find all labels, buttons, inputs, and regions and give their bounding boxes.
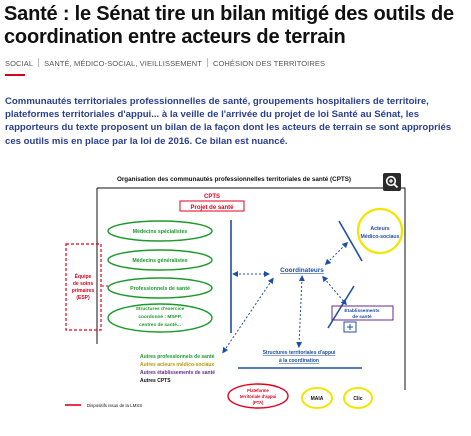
acteurs-line-2: Médico-sociaux <box>360 234 400 240</box>
esp-line-2: de soins <box>72 281 94 287</box>
tag-cohesion[interactable]: COHÉSION DES TERRITOIRES <box>212 59 326 68</box>
pta-line-3: (PTA) <box>252 400 264 405</box>
tag-social[interactable]: SOCIAL <box>5 59 34 68</box>
acteurs-line-1: Acteurs <box>370 226 390 232</box>
arrow-coord-etab <box>324 278 345 303</box>
article-title: Santé : le Sénat tire un bilan mitigé des outils de coordination entre acteurs de terrain <box>4 3 454 48</box>
diagram-canvas <box>62 168 409 421</box>
tag-separator <box>38 58 39 67</box>
ellipse-specialistes-label: Médecins spécialistes <box>132 229 188 235</box>
tag-sante[interactable]: SANTÉ, MÉDICO-SOCIAL, VIEILLISSEMENT <box>44 59 202 68</box>
esp-box <box>66 244 101 330</box>
esp-line-3: primaires <box>71 288 95 294</box>
ellipse-professionnels-label: Professionnels de santé <box>130 286 190 292</box>
structures-line-3: centres de santé... <box>139 323 181 328</box>
structures-line-1: Structures d'exercice <box>135 307 185 312</box>
esp-line-4: (ESP) <box>76 295 90 301</box>
structures-terr-line-1: Structures territoriales d'appui <box>262 350 336 356</box>
autres-etab: Autres établissements de santé <box>140 370 216 376</box>
projet-label: Projet de santé <box>190 205 234 211</box>
cpts-diagram <box>62 168 409 421</box>
clic-label: Clic <box>353 396 363 402</box>
article-tags <box>5 58 325 68</box>
etab-line-2: de santé <box>352 315 372 320</box>
pta-line-1: Plateforme <box>247 388 269 393</box>
structures-terr-line-2: à la coordination <box>278 358 320 364</box>
magnifier-plus-icon <box>383 173 401 191</box>
legend-label: Dispositifs issus de la LMSS <box>87 403 143 408</box>
accent-bar <box>5 74 25 76</box>
autres-cpts: Autres CPTS <box>140 378 171 384</box>
pta-line-2: territoriale d'appui <box>239 394 277 399</box>
coordinateurs-label: Coordinateurs <box>280 267 324 274</box>
autres-prof: Autres professionnels de santé <box>140 354 215 360</box>
etab-line-1: Établissements <box>344 309 380 314</box>
arrow-coord-acteurs <box>327 244 346 263</box>
cpts-label: CPTS <box>203 194 221 200</box>
zoom-button[interactable] <box>383 173 401 191</box>
autres-acteurs: Autres acteurs médico-sociaux <box>140 362 215 368</box>
maia-label: MAIA <box>310 396 324 402</box>
arrow-coord-structures <box>299 278 302 345</box>
esp-line-1: Équipe <box>74 274 92 280</box>
diagram-title: Organisation des communautés professionnelles territoriales de santé (CPTS) <box>116 176 352 183</box>
structures-line-2: coordonné : MSPP, <box>138 315 182 320</box>
ellipse-generalistes-label: Médecins généralistes <box>132 258 188 264</box>
article-lead: Communautés territoriales professionnelles de santé, groupements hospitaliers de territoire, plateformes territoriales d'appui... à la veille de l'arrivée du projet de loi Santé au Sénat, les rapporteurs du texte proposent un bilan de la façon dont les acteurs de terrain se sont appropriés ces outils mis en place par la loi de 2016. Ce bilan est nuancé. <box>5 96 452 147</box>
tag-separator <box>207 58 208 67</box>
